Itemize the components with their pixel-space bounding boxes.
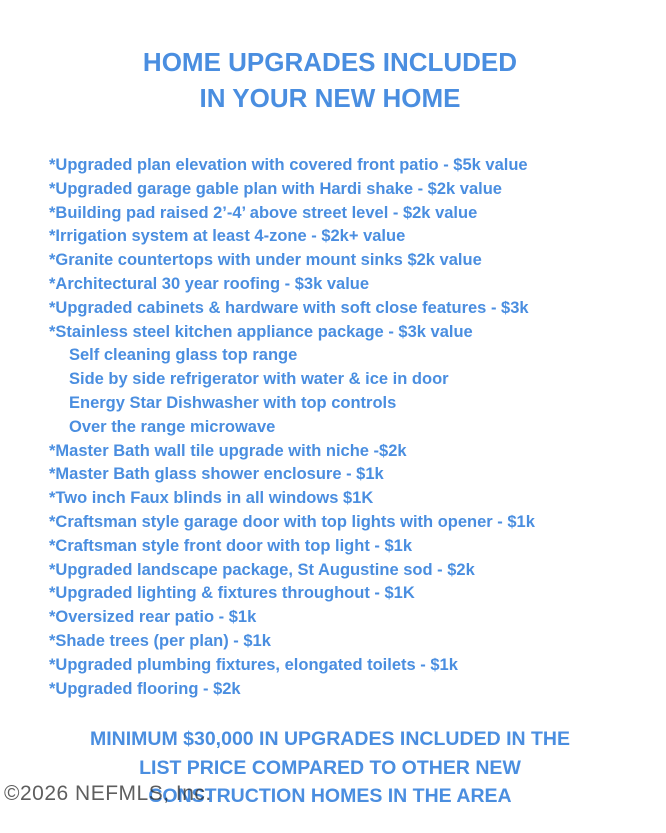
footer-line-3: CONSTRUCTION HOMES IN THE AREA	[148, 785, 512, 807]
upgrade-item: *Building pad raised 2’-4’ above street level - $2k value	[49, 203, 478, 222]
copyright-watermark: ©2026 NEFMLS, Inc.	[4, 782, 212, 805]
title-line-2: IN YOUR NEW HOME	[199, 83, 461, 113]
appliance-sub-item: Self cleaning glass top range	[69, 346, 298, 365]
upgrade-item: *Upgraded garage gable plan with Hardi shake - $2k value	[49, 179, 502, 198]
title-line-1: HOME UPGRADES INCLUDED	[142, 47, 518, 77]
upgrade-item: *Irrigation system at least 4-zone - $2k+ value	[49, 227, 406, 246]
upgrade-item: *Craftsman style front door with top light - $1k	[49, 536, 413, 555]
upgrade-item: *Upgraded plan elevation with covered front patio - $5k value	[49, 156, 528, 174]
upgrade-item: *Master Bath glass shower enclosure - $1k	[49, 465, 384, 484]
upgrade-item: *Oversized rear patio - $1k	[49, 608, 257, 627]
upgrade-item: *Upgraded flooring - $2k	[49, 679, 241, 698]
upgrade-item: *Craftsman style garage door with top lights with opener - $1k	[49, 512, 535, 531]
upgrade-item: *Upgraded landscape package, St Augustine sod - $2k	[49, 560, 475, 579]
footer-line-1: MINIMUM $30,000 IN UPGRADES INCLUDED IN THE	[90, 728, 570, 750]
upgrade-list	[49, 154, 649, 701]
footer-line-2: LIST PRICE COMPARED TO OTHER NEW	[139, 756, 521, 779]
upgrade-item: *Shade trees (per plan) - $1k	[49, 631, 271, 650]
upgrade-item: *Upgraded plumbing fixtures, elongated toilets - $1k	[49, 655, 458, 674]
page-title	[0, 44, 660, 116]
upgrade-item: *Upgraded lighting & fixtures throughout - $1K	[49, 584, 415, 603]
upgrade-item: *Master Bath wall tile upgrade with niche -$2k	[49, 441, 407, 460]
upgrade-item: *Architectural 30 year roofing - $3k value	[49, 274, 370, 293]
appliance-sub-item: Side by side refrigerator with water & ice in door	[69, 370, 449, 389]
appliance-sub-item: Energy Star Dishwasher with top controls	[69, 393, 397, 412]
upgrade-item: *Granite countertops with under mount sinks $2k value	[49, 251, 482, 270]
upgrade-item: *Two inch Faux blinds in all windows $1K	[49, 489, 374, 508]
appliance-sub-item: Over the range microwave	[69, 417, 276, 436]
upgrade-item: *Stainless steel kitchen appliance package - $3k value	[49, 322, 473, 341]
upgrade-item: *Upgraded cabinets & hardware with soft close features - $3k	[49, 298, 529, 317]
